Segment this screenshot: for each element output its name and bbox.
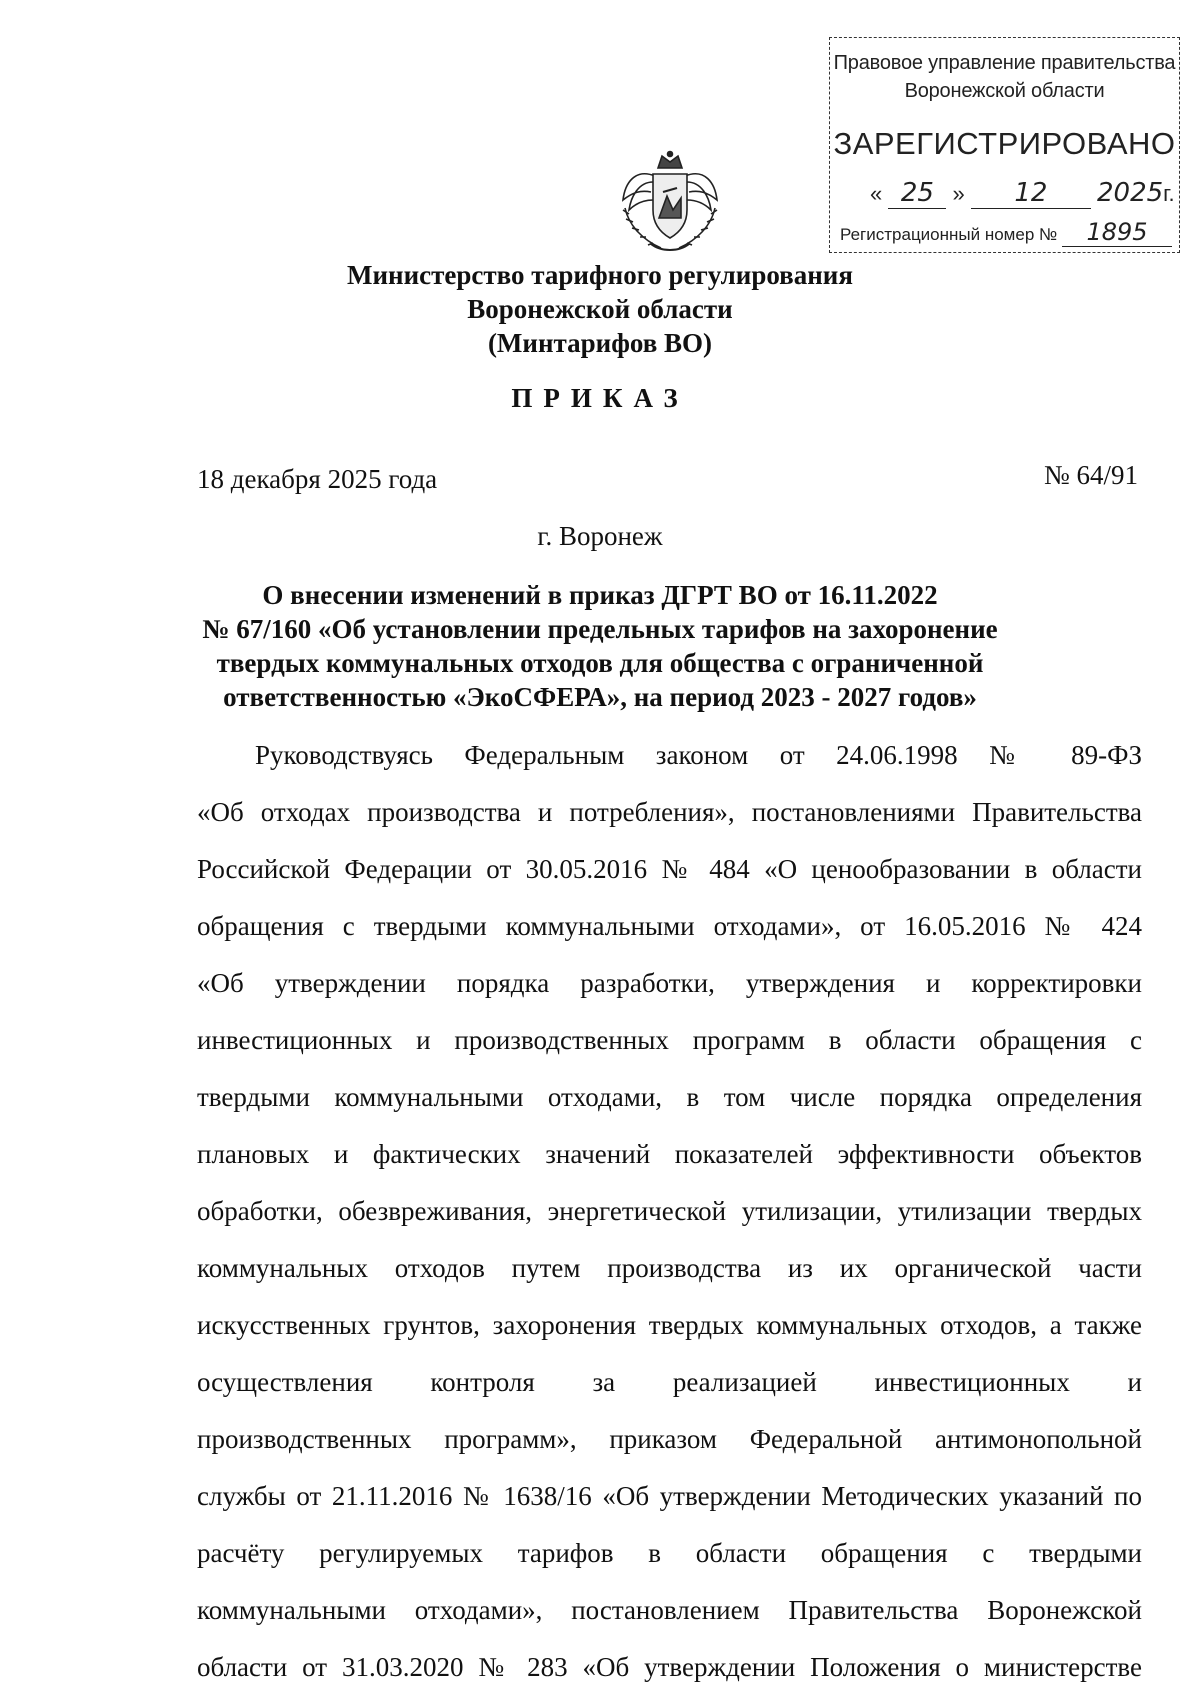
document-number: № 64/91 bbox=[1043, 460, 1138, 490]
stamp-date-open: « bbox=[870, 181, 883, 206]
stamp-date bbox=[870, 178, 1175, 209]
body-line: коммунальных отходов путем производства из их органической части bbox=[197, 1253, 1142, 1283]
body-line: службы от 21.11.2016 № 1638/16 «Об утверждении Методических указаний по bbox=[197, 1481, 1142, 1511]
stamp-date-close: » bbox=[952, 181, 965, 206]
body-line: «Об утверждении порядка разработки, утверждения и корректировки bbox=[197, 968, 1142, 998]
body-line: обращения с твердыми коммунальными отходами», от 16.05.2016 № 424 bbox=[197, 911, 1142, 941]
registration-stamp bbox=[829, 37, 1180, 253]
document-type: ПРИКАЗ bbox=[511, 383, 689, 413]
document-subject bbox=[150, 578, 1050, 714]
body-line: области от 31.03.2020 № 283 «Об утверждении Положения о министерстве bbox=[197, 1652, 1142, 1682]
body-line: плановых и фактических значений показателей эффективности объектов bbox=[197, 1139, 1142, 1169]
body-line: осуществления контроля за реализацией инвестиционных и bbox=[197, 1367, 1142, 1397]
body-line: коммунальными отходами», постановлением Правительства Воронежской bbox=[197, 1595, 1142, 1625]
subject-line: твердых коммунальных отходов для общества с ограниченной bbox=[216, 648, 984, 678]
body-line: инвестиционных и производственных программ в области обращения с bbox=[197, 1025, 1142, 1055]
stamp-registration bbox=[840, 218, 1172, 247]
stamp-year-suffix: г. bbox=[1163, 181, 1175, 206]
subject-line: № 67/160 «Об установлении предельных тарифов на захоронение bbox=[202, 614, 998, 644]
body-line: расчёту регулируемых тарифов в области обращения с твердыми bbox=[197, 1538, 1142, 1568]
body-line: «Об отходах производства и потребления», постановлениями Правительства bbox=[197, 797, 1142, 827]
body-line: обработки, обезвреживания, энергетической утилизации, утилизации твердых bbox=[197, 1196, 1142, 1226]
document-body bbox=[197, 738, 1142, 1707]
stamp-year: 2025 bbox=[1097, 178, 1164, 208]
stamp-org-line1: Правовое управление правительства bbox=[833, 52, 1176, 74]
stamp-reg-number: 1895 bbox=[1062, 218, 1172, 247]
body-line: искусственных грунтов, захоронения твердых коммунальных отходов, а также bbox=[197, 1310, 1142, 1340]
stamp-org-line2: Воронежской области bbox=[904, 80, 1105, 102]
body-line: производственных программ», приказом Федеральной антимонопольной bbox=[197, 1424, 1142, 1454]
coat-of-arms-icon bbox=[615, 148, 725, 256]
ministry-name-line1: Министерство тарифного регулирования bbox=[347, 260, 853, 290]
document-city: г. Воронеж bbox=[537, 521, 663, 551]
stamp-month: 12 bbox=[971, 178, 1091, 209]
document-date: 18 декабря 2025 года bbox=[197, 464, 438, 494]
subject-line: ответственностью «ЭкоСФЕРА», на период 2023 - 2027 годов» bbox=[223, 682, 977, 712]
ministry-name-line2: Воронежской области bbox=[467, 294, 733, 324]
subject-line: О внесении изменений в приказ ДГРТ ВО от 16.11.2022 bbox=[262, 580, 938, 610]
stamp-reg-label: Регистрационный номер № bbox=[840, 225, 1058, 244]
stamp-day: 25 bbox=[888, 178, 946, 209]
body-line: Руководствуясь Федеральным законом от 24.06.1998 № 89-ФЗ bbox=[255, 740, 1142, 770]
body-line: твердыми коммунальными отходами, в том числе порядка определения bbox=[197, 1082, 1142, 1112]
body-line: Российской Федерации от 30.05.2016 № 484 «О ценообразовании в области bbox=[197, 854, 1142, 884]
ministry-name-line3: (Минтарифов ВО) bbox=[487, 328, 713, 358]
stamp-status: ЗАРЕГИСТРИРОВАНО bbox=[833, 126, 1176, 161]
